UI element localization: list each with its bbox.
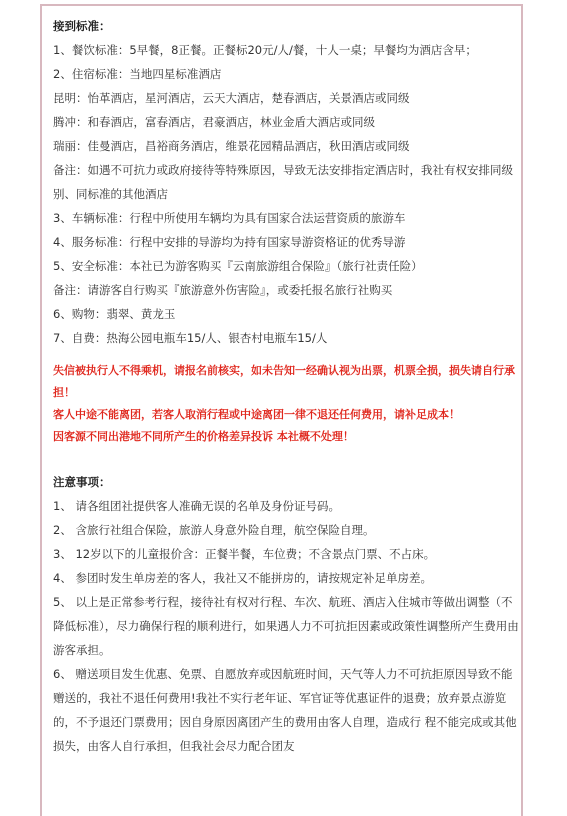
notes-item: 2、 含旅行社组合保险，旅游人身意外险自理，航空保险自理。 (53, 523, 375, 537)
standards-item: 备注：如遇不可抗力或政府接待等特殊原因，导致无法安排指定酒店时，我社有权安排同级 (53, 163, 513, 177)
standards-item: 昆明：怡革酒店，星河酒店，云天大酒店，楚春酒店，关景酒店或同级 (53, 91, 410, 105)
standards-item: 5、安全标准：本社已为游客购买『云南旅游组合保险』（旅行社责任险） (53, 259, 423, 273)
warning-text: 失信被执行人不得乘机，请报名前核实，如未告知一经确认视为出票，机票全损，损失请自行承担！ (53, 364, 515, 399)
standards-item: 3、车辆标准：行程中所使用车辆均为具有国家合法运营资质的旅游车 (53, 211, 406, 225)
notes-item: 5、 以上是正常参考行程，接待社有权对行程、车次、航班、酒店入住城市等做出调整（不降低标准），尽力确保行程的顺利进行，如果遇人力不可抗拒因素或政策性调整所产生费用由游客承担。 (53, 595, 519, 657)
notes-item: 3、 12岁以下的儿童报价含：正餐半餐，车位费；不含景点门票、不占床。 (53, 547, 436, 561)
notes-item: 6、 赠送项目发生优惠、免票、自愿放弃或因航班时间，天气等人力不可抗拒原因导致不能赠送的，我社不退任何费用!我社不实行老年证、军官证等优惠证件的退费；放弃景点游览的，不予退还门票费用；因自身原因离团产生的费用由客人自理，造成行 程不能完成或其他损失，由客人自行承担，但我社会尽力配合团友 (53, 667, 517, 753)
standards-item: 备注：请游客自行购买『旅游意外伤害险』，或委托报名旅行社购买 (53, 283, 393, 297)
warning-text: 客人中途不能离团，若客人取消行程或中途离团一律不退还任何费用，请补足成本！ (53, 408, 460, 421)
standards-item: 别、同标准的其他酒店 (53, 187, 168, 201)
warning-text: 因客源不同出港地不同所产生的价格差异投诉 本社概不处理！ (53, 430, 354, 443)
section-title-notes: 注意事项： (53, 475, 111, 489)
notes-item: 1、 请各组团社提供客人准确无误的名单及身份证号码。 (53, 499, 340, 513)
standards-item: 腾冲：和春酒店，富春酒店，君豪酒店，林业金盾大酒店或同级 (53, 115, 375, 129)
standards-item: 1、餐饮标准：5早餐，8正餐。正餐标20元/人/餐，十人一桌；早餐均为酒店含早； (53, 43, 477, 57)
standards-item: 瑞丽：佳曼酒店，昌裕商务酒店，维景花园精品酒店，秋田酒店或同级 (53, 139, 410, 153)
standards-item: 2、住宿标准：当地四星标准酒店 (53, 67, 222, 81)
standards-item: 4、服务标准：行程中安排的导游均为持有国家导游资格证的优秀导游 (53, 235, 406, 249)
document-body (53, 14, 523, 758)
section-title-standards: 接到标准： (53, 19, 111, 33)
notes-item: 4、 参团时发生单房差的客人，我社又不能拼房的，请按规定补足单房差。 (53, 571, 432, 585)
standards-item: 7、自费：热海公园电瓶车15/人、银杏村电瓶车15/人 (53, 331, 328, 345)
standards-item: 6、购物：翡翠、黄龙玉 (53, 307, 176, 321)
